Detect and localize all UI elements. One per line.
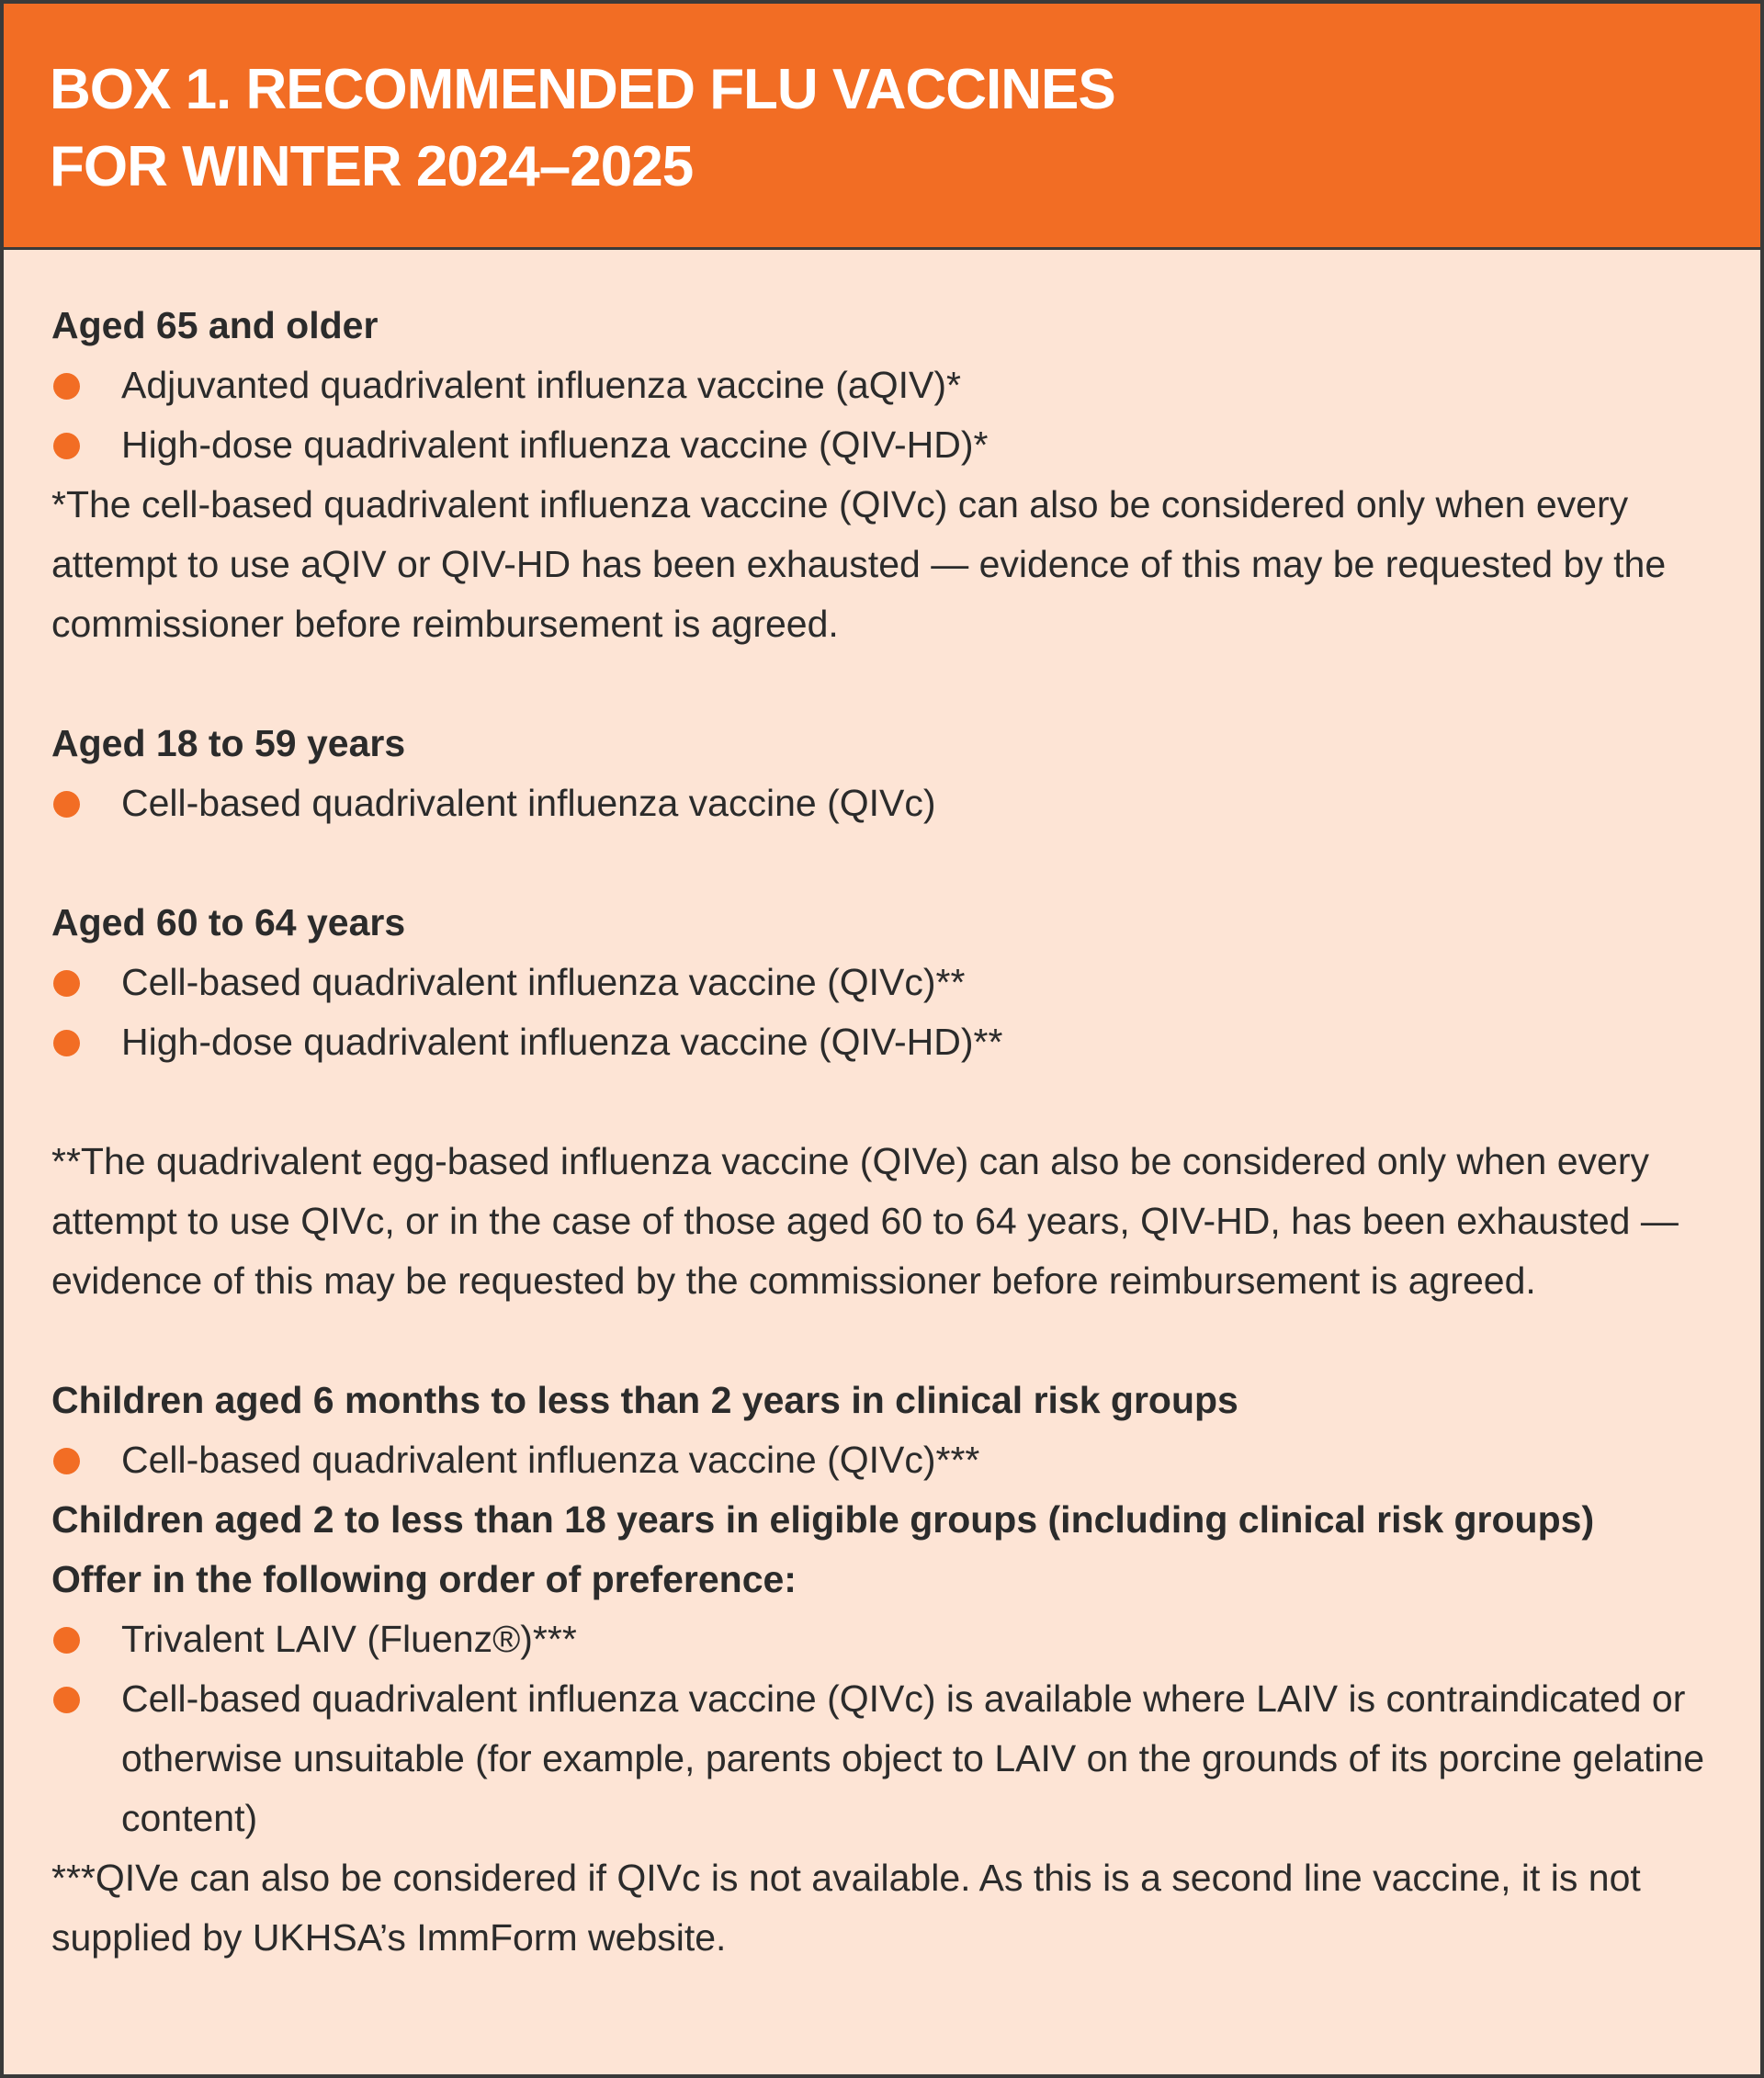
footnote-triple-asterisk: ***QIVe can also be considered if QIVc is not available. As this is a second line vaccine, it is not supplied by UKHSA’s ImmForm website. bbox=[51, 1857, 1641, 1959]
list-children-6m-2y bbox=[51, 1430, 1713, 1490]
section-heading-60-64: Aged 60 to 64 years bbox=[51, 901, 406, 943]
box-content bbox=[4, 250, 1760, 1968]
section-subheading-order-of-preference: Offer in the following order of preference: bbox=[51, 1558, 797, 1600]
bullet-dot-icon bbox=[53, 1030, 80, 1056]
section-heading-children-2-18: Children aged 2 to less than 18 years in eligible groups (including clinical risk groups) bbox=[51, 1498, 1595, 1541]
spacer bbox=[51, 654, 1713, 714]
bullet-dot-icon bbox=[53, 970, 80, 997]
list-item-text: Trivalent LAIV (Fluenz®)*** bbox=[121, 1618, 577, 1660]
list-item-text: Cell-based quadrivalent influenza vaccine (QIVc) is available where LAIV is contraindicated or otherwise unsuitable (for example, parents object to LAIV on the grounds of its porcine gelatine content) bbox=[121, 1677, 1705, 1839]
list-65-plus bbox=[51, 356, 1713, 475]
list-item-text: High-dose quadrivalent influenza vaccine (QIV-HD)** bbox=[121, 1021, 1003, 1063]
list-item-text: Adjuvanted quadrivalent influenza vaccine (aQIV)* bbox=[121, 364, 961, 406]
list-item bbox=[51, 953, 1713, 1012]
spacer bbox=[51, 1072, 1713, 1132]
list-item-text: Cell-based quadrivalent influenza vaccine (QIVc)*** bbox=[121, 1439, 980, 1481]
section-heading-children-6m-2y: Children aged 6 months to less than 2 years in clinical risk groups bbox=[51, 1379, 1238, 1421]
list-item-text: Cell-based quadrivalent influenza vaccine (QIVc) bbox=[121, 782, 936, 824]
bullet-dot-icon bbox=[53, 433, 80, 459]
list-item bbox=[51, 356, 1713, 415]
bullet-dot-icon bbox=[53, 1627, 80, 1654]
bullet-dot-icon bbox=[53, 1687, 80, 1713]
list-item bbox=[51, 1430, 1713, 1490]
list-item bbox=[51, 1012, 1713, 1072]
bullet-dot-icon bbox=[53, 791, 80, 818]
section-heading-65-plus: Aged 65 and older bbox=[51, 304, 379, 346]
list-item-text: Cell-based quadrivalent influenza vaccine (QIVc)** bbox=[121, 961, 966, 1003]
footnote-double-asterisk: **The quadrivalent egg-based influenza vaccine (QIVe) can also be considered only when every attempt to use QIVc, or in the case of those aged 60 to 64 years, QIV-HD, has been exhausted — evidence of this may be requested by the commissioner before reimbursement is agreed. bbox=[51, 1140, 1679, 1302]
box-title-line-1: BOX 1. RECOMMENDED FLU VACCINES bbox=[50, 58, 1115, 121]
section-heading-18-59: Aged 18 to 59 years bbox=[51, 722, 406, 764]
box-header bbox=[4, 4, 1760, 250]
list-18-59 bbox=[51, 774, 1713, 833]
list-item bbox=[51, 415, 1713, 475]
list-item bbox=[51, 1609, 1713, 1669]
footnote-single-asterisk: *The cell-based quadrivalent influenza vaccine (QIVc) can also be considered only when every attempt to use aQIV or QIV-HD has been exhausted — evidence of this may be requested by the commissioner before reimbursement is agreed. bbox=[51, 483, 1667, 645]
spacer bbox=[51, 1311, 1713, 1371]
spacer bbox=[51, 833, 1713, 893]
box-title bbox=[50, 51, 1714, 206]
list-60-64 bbox=[51, 953, 1713, 1072]
list-item-text: High-dose quadrivalent influenza vaccine (QIV-HD)* bbox=[121, 424, 989, 466]
list-children-2-18 bbox=[51, 1609, 1713, 1848]
bullet-dot-icon bbox=[53, 1448, 80, 1474]
bullet-dot-icon bbox=[53, 373, 80, 400]
box-title-line-2: FOR WINTER 2024–2025 bbox=[50, 135, 694, 198]
list-item bbox=[51, 774, 1713, 833]
list-item bbox=[51, 1669, 1713, 1848]
